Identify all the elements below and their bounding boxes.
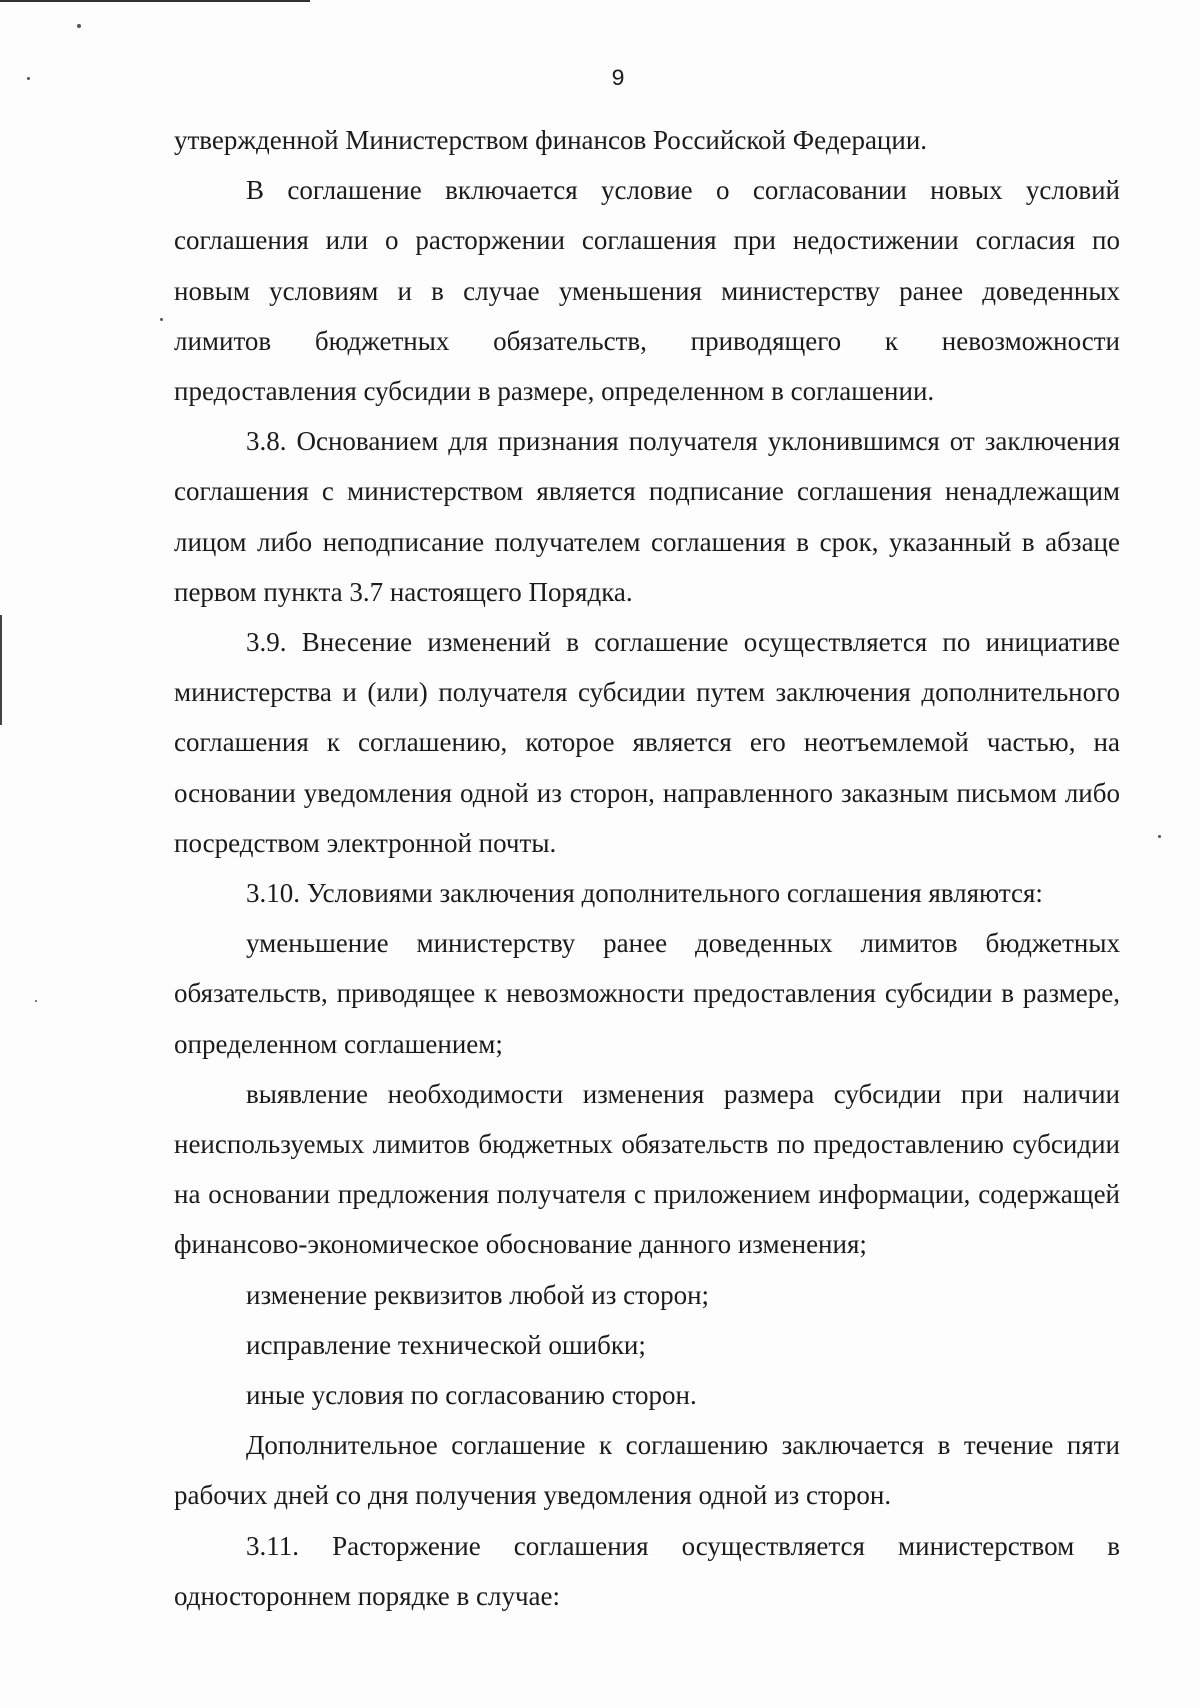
scan-artifact-line [0,0,310,2]
paragraph: 3.8. Основанием для признания получателя уклонившимся от заключения соглашения с министерством является подписание соглашения ненадлежащим лицом либо неподписание получателем соглашения в срок, указанный в абзаце первом пункта 3.7 настоящего Порядка. [174,426,1120,607]
paragraph: выявление необходимости изменения размера субсидии при наличии неиспользуемых лимитов бюджетных обязательств по предоставлению субсидии на основании предложения получателя с приложением информации, содержащей финансово-экономическое обоснование данного изменения; [174,1078,1120,1260]
scan-speck [1158,835,1161,838]
paragraph: утвержденной Министерством финансов Российской Федерации. [174,125,928,155]
paragraph: изменение реквизитов любой из сторон; [246,1279,710,1310]
scan-artifact-edge [0,615,2,725]
scan-speck [77,24,81,28]
paragraph: 3.11. Расторжение соглашения осуществляется министерством в одностороннем порядке в случае: [174,1530,1120,1611]
page-number: 9 [611,66,625,92]
document-body [174,115,1120,1621]
paragraph: исправление технической ошибки; [246,1329,646,1360]
paragraph: Дополнительное соглашение к соглашению заключается в течение пяти рабочих дней со дня получения уведомления одной из сторон. [174,1430,1120,1511]
paragraph: уменьшение министерству ранее доведенных лимитов бюджетных обязательств, приводящее к невозможности предоставления субсидии в размере, определенном соглашением; [174,928,1120,1059]
paragraph: 3.10. Условиями заключения дополнительного соглашения являются: [246,878,1043,909]
scan-speck [160,318,163,321]
paragraph: иные условия по согласованию сторон. [246,1380,697,1411]
paragraph: В соглашение включается условие о согласовании новых условий соглашения или о расторжении соглашения при недостижении согласия по новым условиям и в случае уменьшения министерству ранее доведенных лимитов бюджетных обязательств, приводящего к невозможности предоставления субсидии в размере, определенном в соглашении. [174,175,1120,407]
scan-speck [35,1000,37,1002]
paragraph: 3.9. Внесение изменений в соглашение осуществляется по инициативе министерства и (или) получателя субсидии путем заключения дополнительного соглашения к соглашению, которое является его неотъемлемой частью, на основании уведомления одной из сторон, направленного заказным письмом либо посредством электронной почты. [174,627,1120,858]
